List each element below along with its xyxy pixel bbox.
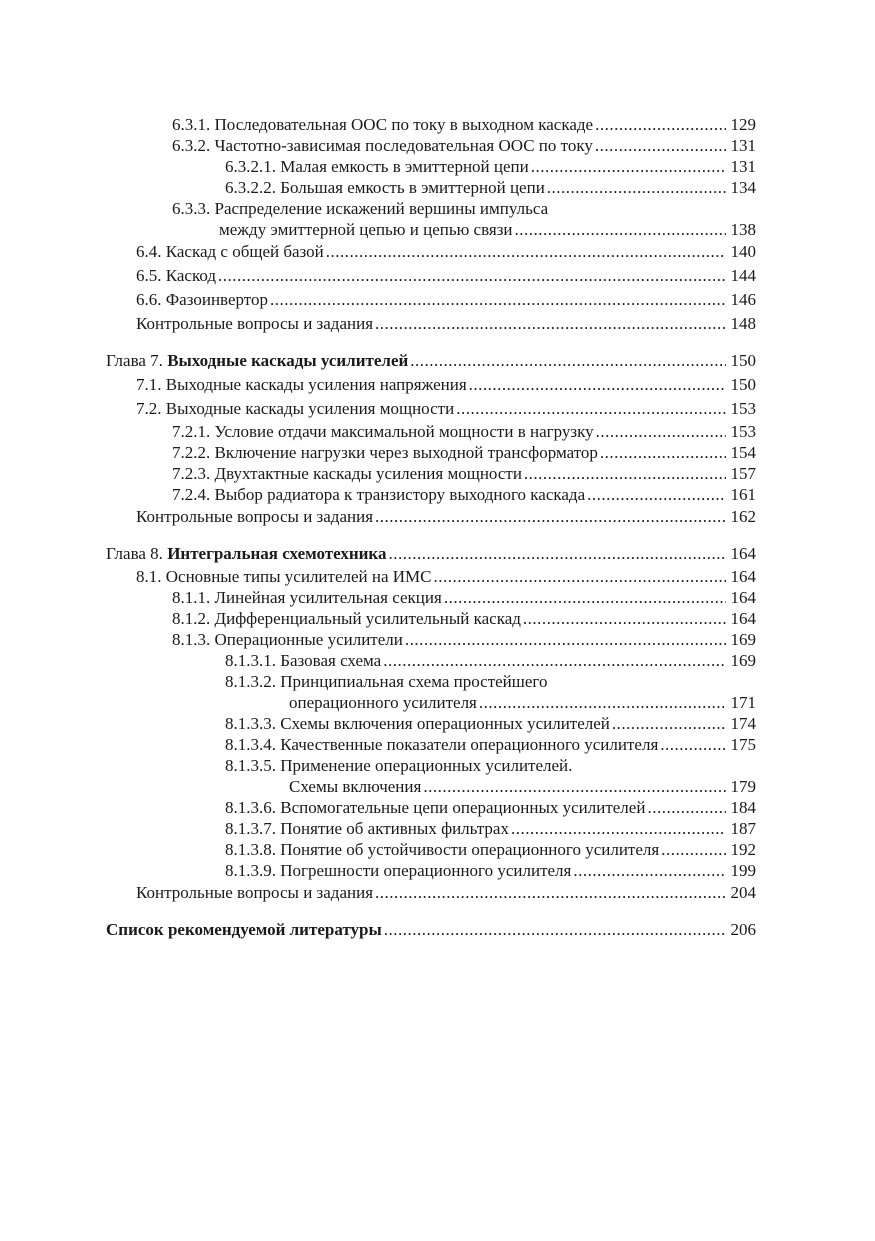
- toc-entry-title: Схемы включения: [289, 777, 422, 796]
- table-of-contents: [0, 114, 875, 942]
- dot-leader: [375, 312, 726, 336]
- toc-entry: [0, 587, 875, 608]
- toc-page-number: 144: [730, 266, 756, 285]
- toc-page-number: 184: [730, 798, 756, 817]
- toc-entry: [0, 156, 875, 177]
- toc-entry-title: 6.5. Каскод: [136, 266, 217, 285]
- toc-entry-title: 6.3.2. Частотно-зависимая последовательная ООС по току: [172, 136, 593, 155]
- dot-leader: [270, 288, 726, 312]
- toc-page-number: 140: [730, 242, 756, 261]
- toc-entry: [0, 650, 875, 671]
- chapter-name: Выходные каскады усилителей: [167, 351, 409, 370]
- toc-page-number: 164: [730, 544, 756, 563]
- toc-entry-title: 7.1. Выходные каскады усиления напряжения: [136, 375, 467, 394]
- toc-entry-title: Контрольные вопросы и задания: [136, 314, 374, 333]
- toc-entry-title: между эмиттерной цепью и цепью связи: [219, 220, 513, 239]
- toc-entry-title: 8.1.3.6. Вспомогательные цепи операционных усилителей: [225, 798, 646, 817]
- toc-entry: [0, 135, 875, 156]
- toc-entry: [0, 713, 875, 734]
- toc-page-number: 164: [730, 567, 756, 586]
- toc-entry: [0, 373, 875, 397]
- toc-entry-title: 6.3.3. Распределение искажений вершины импульса: [172, 199, 549, 218]
- toc-entry-title: 8.1.3.4. Качественные показатели операционного усилителя: [225, 735, 659, 754]
- toc-entry-title: 7.2.1. Условие отдачи максимальной мощности в нагрузку: [172, 422, 594, 441]
- dot-leader: [388, 542, 726, 566]
- toc-entry: [0, 240, 875, 264]
- toc-entry-title: 8.1.3.1. Базовая схема: [225, 651, 382, 670]
- toc-page-number: 131: [730, 157, 756, 176]
- toc-page-number: 138: [730, 220, 756, 239]
- toc-entry-title: 7.2. Выходные каскады усиления мощности: [136, 399, 455, 418]
- dot-leader: [375, 505, 726, 529]
- toc-entry: [0, 198, 875, 219]
- toc-page-number: 175: [730, 735, 756, 754]
- toc-entry: [0, 288, 875, 312]
- dot-leader: [523, 608, 726, 629]
- toc-entry-title: Контрольные вопросы и задания: [136, 883, 374, 902]
- toc-page-number: 179: [730, 777, 756, 796]
- toc-page-number: 206: [730, 920, 756, 939]
- dot-leader: [612, 713, 726, 734]
- toc-entry: [0, 442, 875, 463]
- toc-chapter-heading: [0, 542, 875, 566]
- toc-page-number: 129: [730, 115, 756, 134]
- toc-entry-title: 6.6. Фазоинвертор: [136, 290, 268, 309]
- toc-entry: [0, 312, 875, 336]
- toc-entry: [0, 608, 875, 629]
- toc-page-number: 153: [730, 422, 756, 441]
- toc-entry-title: операционного усилителя: [289, 693, 477, 712]
- toc-entry: [0, 629, 875, 650]
- toc-entry: [0, 818, 875, 839]
- chapter-prefix: Глава 7.: [106, 351, 168, 370]
- dot-leader: [218, 264, 726, 288]
- dot-leader: [524, 463, 726, 484]
- toc-entry-title: 8.1.3.9. Погрешности операционного усилителя: [225, 861, 572, 880]
- toc-page-number: 150: [730, 375, 756, 394]
- toc-page-number: 169: [730, 651, 756, 670]
- toc-page-number: 164: [730, 588, 756, 607]
- toc-entry-title: 7.2.3. Двухтактные каскады усиления мощности: [172, 464, 522, 483]
- dot-leader: [479, 692, 726, 713]
- dot-leader: [573, 860, 726, 881]
- toc-entry: [0, 881, 875, 905]
- toc-entry-title: 8.1.3.5. Применение операционных усилителей.: [225, 756, 573, 775]
- toc-page-number: 161: [730, 485, 756, 504]
- dot-leader: [587, 484, 726, 505]
- toc-page-number: 162: [730, 507, 756, 526]
- toc-entry: [0, 797, 875, 818]
- toc-chapter-heading: [0, 349, 875, 373]
- toc-page-number: 157: [730, 464, 756, 483]
- dot-leader: [383, 650, 726, 671]
- toc-entry: [0, 264, 875, 288]
- toc-page-number: 146: [730, 290, 756, 309]
- dot-leader: [547, 177, 726, 198]
- dot-leader: [531, 156, 726, 177]
- dot-leader: [660, 734, 726, 755]
- toc-entry-title: 7.2.2. Включение нагрузки через выходной трансформатор: [172, 443, 598, 462]
- dot-leader: [600, 442, 726, 463]
- toc-entry-title: Контрольные вопросы и задания: [136, 507, 374, 526]
- toc-entry: [0, 755, 875, 776]
- toc-chapter-title: [106, 542, 386, 566]
- toc-chapter-title: [106, 349, 408, 373]
- dot-leader: [384, 918, 726, 942]
- dot-leader: [469, 373, 726, 397]
- toc-page-number: 164: [730, 609, 756, 628]
- toc-page-number: 131: [730, 136, 756, 155]
- toc-entry-title: 6.3.2.2. Большая емкость в эмиттерной цепи: [225, 178, 545, 197]
- toc-entry: [0, 463, 875, 484]
- toc-bibliography: [0, 918, 875, 942]
- toc-entry: [0, 671, 875, 692]
- toc-entry-title: 8.1.3. Операционные усилители: [172, 630, 403, 649]
- toc-entry-title: 8.1.1. Линейная усилительная секция: [172, 588, 442, 607]
- dot-leader: [595, 114, 726, 135]
- toc-entry-title: 8.1.3.8. Понятие об устойчивости операционного усилителя: [225, 840, 660, 859]
- dot-leader: [405, 629, 726, 650]
- toc-entry: [0, 505, 875, 529]
- toc-page-number: 148: [730, 314, 756, 333]
- dot-leader: [375, 881, 726, 905]
- toc-entry: [0, 734, 875, 755]
- toc-page-number: 154: [730, 443, 756, 462]
- dot-leader: [595, 135, 726, 156]
- toc-page-number: 204: [730, 883, 756, 902]
- toc-entry: [0, 114, 875, 135]
- dot-leader: [410, 349, 726, 373]
- toc-entry: [0, 566, 875, 587]
- dot-leader: [511, 818, 726, 839]
- toc-page-number: 134: [730, 178, 756, 197]
- toc-page-number: 174: [730, 714, 756, 733]
- toc-entry-continuation: [0, 692, 875, 713]
- toc-page-number: 169: [730, 630, 756, 649]
- toc-entry: [0, 860, 875, 881]
- toc-page-number: 199: [730, 861, 756, 880]
- toc-entry-title: 6.3.2.1. Малая емкость в эмиттерной цепи: [225, 157, 529, 176]
- dot-leader: [456, 397, 726, 421]
- toc-entry-title: Список рекомендуемой литературы: [106, 920, 382, 939]
- toc-page-number: 192: [730, 840, 756, 859]
- dot-leader: [647, 797, 726, 818]
- dot-leader: [423, 776, 726, 797]
- toc-entry-title: 6.3.1. Последовательная ООС по току в выходном каскаде: [172, 115, 594, 134]
- dot-leader: [661, 839, 726, 860]
- dot-leader: [596, 421, 726, 442]
- dot-leader: [326, 240, 726, 264]
- chapter-name: Интегральная схемотехника: [167, 544, 387, 563]
- toc-entry-title: 8.1.3.2. Принципиальная схема простейшего: [225, 672, 548, 691]
- toc-entry-title: 8.1.3.7. Понятие об активных фильтрах: [225, 819, 509, 838]
- chapter-prefix: Глава 8.: [106, 544, 168, 563]
- toc-entry-title: 8.1.3.3. Схемы включения операционных усилителей: [225, 714, 610, 733]
- toc-entry: [0, 421, 875, 442]
- toc-entry-title: 6.4. Каскад с общей базой: [136, 242, 324, 261]
- toc-page-number: 187: [730, 819, 756, 838]
- toc-entry-title: 7.2.4. Выбор радиатора к транзистору выходного каскада: [172, 485, 586, 504]
- toc-entry: [0, 484, 875, 505]
- toc-entry: [0, 839, 875, 860]
- toc-entry-continuation: [0, 776, 875, 797]
- dot-leader: [434, 566, 726, 587]
- toc-entry-title: 8.1.2. Дифференциальный усилительный каскад: [172, 609, 521, 628]
- toc-entry-title: 8.1. Основные типы усилителей на ИМС: [136, 567, 432, 586]
- toc-page-number: 153: [730, 399, 756, 418]
- dot-leader: [515, 219, 726, 240]
- toc-entry-continuation: [0, 219, 875, 240]
- dot-leader: [444, 587, 726, 608]
- toc-page-number: 171: [730, 693, 756, 712]
- toc-entry: [0, 177, 875, 198]
- toc-page-number: 150: [730, 351, 756, 370]
- toc-entry: [0, 397, 875, 421]
